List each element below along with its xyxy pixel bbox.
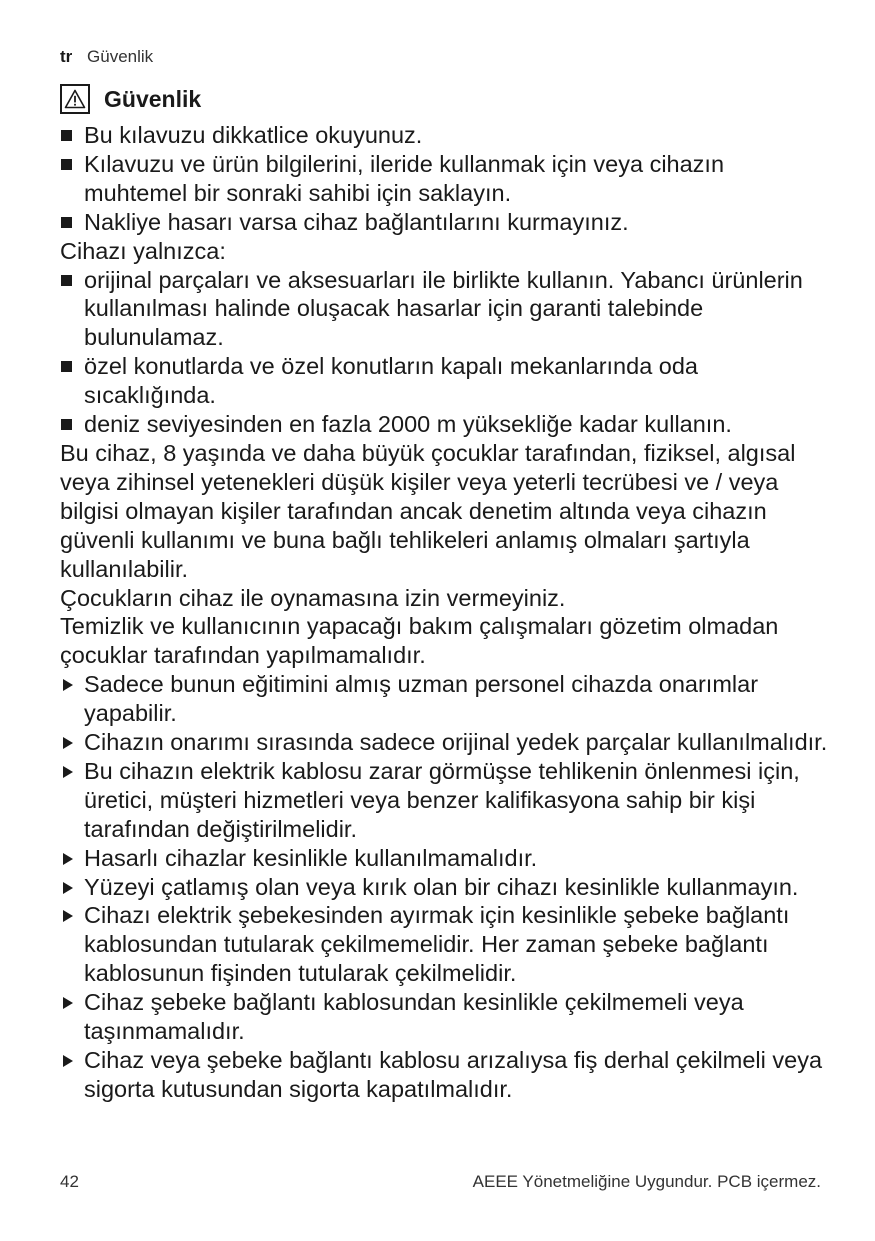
warning-triangle-icon bbox=[60, 84, 90, 114]
instruction-item: Bu cihazın elektrik kablosu zarar görmüşse tehlikenin önlenmesi için, üretici, müşteri hizmetleri veya benzer kalifikasyona sahip bir kişi tarafından değiştirilmelidir. bbox=[60, 757, 830, 844]
paragraph: Cihazı yalnızca: bbox=[60, 237, 226, 264]
bullet-item: Nakliye hasarı varsa cihaz bağlantılarını kurmayınız. bbox=[60, 208, 830, 237]
instruction-item: Cihazı elektrik şebekesinden ayırmak için kesinlikle şebeke bağlantı kablosundan tutularak çekilmemelidir. Her zaman şebeke bağlantı kablosunun fişinden tutularak çekilmelidir. bbox=[60, 901, 830, 988]
instruction-item: Hasarlı cihazlar kesinlikle kullanılmamalıdır. bbox=[60, 844, 830, 873]
instruction-item: Yüzeyi çatlamış olan veya kırık olan bir cihazı kesinlikle kullanmayın. bbox=[60, 873, 830, 902]
page-number: 42 bbox=[60, 1172, 79, 1191]
bullet-item: orijinal parçaları ve aksesuarları ile birlikte kullanın. Yabancı ürünlerin kullanılması halinde oluşacak hasarlar için garanti talebinde bulunulamaz. bbox=[60, 266, 830, 353]
bullet-item: Kılavuzu ve ürün bilgilerini, ileride kullanmak için veya cihazın muhtemel bir sonraki sahibi için saklayın. bbox=[60, 150, 830, 208]
language-code: tr bbox=[60, 47, 73, 66]
page-footer bbox=[60, 1172, 821, 1192]
paragraph: Bu cihaz, 8 yaşında ve daha büyük çocuklar tarafından, fiziksel, algısal veya zihinsel yetenekleri düşük kişiler veya yeterli tecrübesi ve / veya bilgisi olmayan kişiler tarafından ancak denetim altında veya cihazın güvenli kullanımı ve buna bağlı tehlikeleri anlamış olmaları şartıyla kullanılabilir. bbox=[60, 439, 796, 582]
section-title: Güvenlik bbox=[104, 85, 202, 112]
instruction-item: Cihaz veya şebeke bağlantı kablosu arızalıysa fiş derhal çekilmeli veya sigorta kutusundan sigorta kapatılmalıdır. bbox=[60, 1046, 830, 1104]
instruction-item: Cihaz şebeke bağlantı kablosundan kesinlikle çekilmemeli veya taşınmamalıdır. bbox=[60, 988, 830, 1046]
bullet-item: deniz seviyesinden en fazla 2000 m yüksekliğe kadar kullanın. bbox=[60, 410, 830, 439]
section-heading bbox=[60, 84, 201, 114]
instruction-item: Sadece bunun eğitimini almış uzman personel cihazda onarımlar yapabilir. bbox=[60, 670, 830, 728]
bullet-item: özel konutlarda ve özel konutların kapalı mekanlarında oda sıcaklığında. bbox=[60, 352, 830, 410]
running-header bbox=[60, 47, 153, 67]
bullet-item: Bu kılavuzu dikkatlice okuyunuz. bbox=[60, 121, 830, 150]
instruction-item: Cihazın onarımı sırasında sadece orijinal yedek parçalar kullanılmalıdır. bbox=[60, 728, 830, 757]
paragraph: Temizlik ve kullanıcının yapacağı bakım çalışmaları gözetim olmadan çocuklar tarafından yapılmamalıdır. bbox=[60, 613, 779, 669]
safety-content bbox=[60, 121, 830, 1104]
compliance-note: AEEE Yönetmeliğine Uygundur. PCB içermez. bbox=[472, 1172, 821, 1191]
header-section-title: Güvenlik bbox=[87, 47, 154, 66]
paragraph: Çocukların cihaz ile oynamasına izin vermeyiniz. bbox=[60, 584, 566, 611]
